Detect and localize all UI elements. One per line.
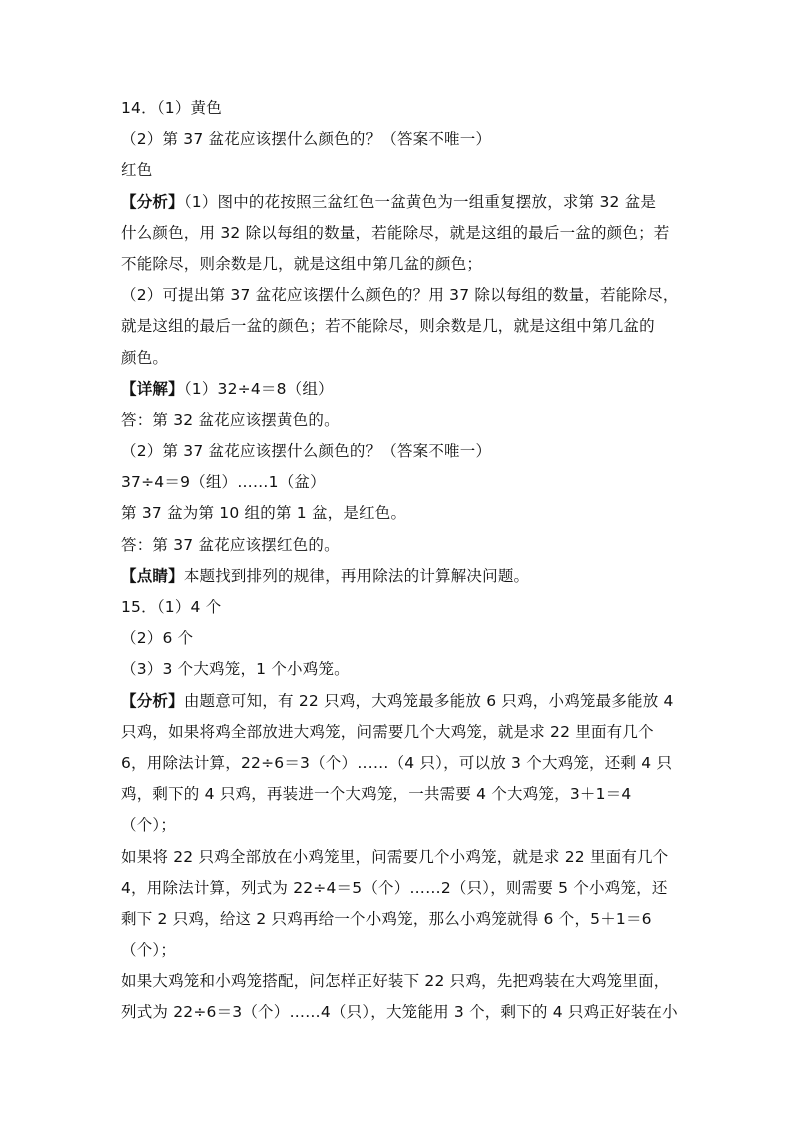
text-line bbox=[121, 842, 686, 873]
line-text: 由题意可知，有 22 只鸡，大鸡笼最多能放 6 只鸡，小鸡笼最多能放 4 bbox=[183, 691, 674, 710]
line-text: （个）； bbox=[121, 941, 177, 960]
line-text: 15．（1）4 个 bbox=[121, 598, 222, 616]
line-text: （2）6 个 bbox=[121, 629, 194, 648]
line-text: （3）3 个大鸡笼，1 个小鸡笼。 bbox=[121, 660, 350, 679]
line-text: （2）第 37 盆花应该摆什么颜色的？（答案不唯一） bbox=[121, 130, 492, 149]
line-text: 不能除尽，则余数是几，就是这组中第几盆的颜色； bbox=[121, 254, 483, 273]
line-text: 4，用除法计算，列式为 22÷4＝5（个）……2（只），则需要 5 个小鸡笼，还 bbox=[121, 878, 668, 897]
line-text: 剩下 2 只鸡，给这 2 只鸡再给一个小鸡笼，那么小鸡笼就得 6 个，5＋1＝6 bbox=[121, 909, 652, 928]
text-line bbox=[121, 717, 686, 748]
text-line bbox=[121, 530, 686, 561]
line-text: 鸡，剩下的 4 只鸡，再装进一个大鸡笼，一共需要 4 个大鸡笼，3＋1＝4 bbox=[121, 785, 632, 804]
text-line bbox=[121, 249, 686, 280]
text-line bbox=[121, 280, 686, 311]
text-line bbox=[121, 405, 686, 436]
text-line bbox=[121, 623, 686, 654]
text-line bbox=[121, 498, 686, 529]
line-text: （2）第 37 盆花应该摆什么颜色的？（答案不唯一） bbox=[121, 442, 492, 461]
line-text: （1）图中的花按照三盆红色一盆黄色为一组重复摆放，求第 32 盆是 bbox=[183, 192, 657, 211]
text-line bbox=[121, 467, 686, 498]
text-line bbox=[121, 873, 686, 904]
text-line bbox=[121, 311, 686, 342]
text-line bbox=[121, 904, 686, 935]
line-text: 只鸡，如果将鸡全部放进大鸡笼，问需要几个大鸡笼，就是求 22 里面有几个 bbox=[121, 722, 654, 741]
line-text: 列式为 22÷6＝3（个）……4（只），大笼能用 3 个，剩下的 4 只鸡正好装在小 bbox=[121, 1003, 678, 1022]
section-tag: 【分析】 bbox=[121, 192, 184, 211]
line-text: （1）32÷4＝8（组） bbox=[183, 379, 334, 398]
line-text: 红色 bbox=[121, 161, 153, 180]
text-line bbox=[121, 810, 686, 841]
text-line bbox=[121, 436, 686, 467]
text-line bbox=[121, 654, 686, 685]
text-line bbox=[121, 935, 686, 966]
line-text: （2）可提出第 37 盆花应该摆什么颜色的？用 37 除以每组的数量，若能除尽， bbox=[121, 286, 679, 305]
section-tag: 【详解】 bbox=[121, 379, 184, 398]
line-text: 答：第 37 盆花应该摆红色的。 bbox=[121, 535, 340, 554]
text-line bbox=[121, 124, 686, 155]
text-line bbox=[121, 93, 686, 124]
line-text: （个）； bbox=[121, 816, 177, 835]
text-line bbox=[121, 748, 686, 779]
line-text: 37÷4＝9（组）……1（盆） bbox=[121, 473, 326, 492]
text-line bbox=[121, 374, 686, 405]
line-text: 如果将 22 只鸡全部放在小鸡笼里，问需要几个小鸡笼，就是求 22 里面有几个 bbox=[121, 847, 669, 866]
line-text: 第 37 盆为第 10 组的第 1 盆，是红色。 bbox=[121, 504, 407, 523]
line-text: 本题找到排列的规律，再用除法的计算解决问题。 bbox=[183, 566, 530, 585]
document-body bbox=[121, 93, 686, 1029]
text-line bbox=[121, 218, 686, 249]
section-tag: 【点睛】 bbox=[121, 566, 184, 585]
line-text: 答：第 32 盆花应该摆黄色的。 bbox=[121, 410, 340, 429]
text-line bbox=[121, 966, 686, 997]
text-line bbox=[121, 343, 686, 374]
section-tag: 【分析】 bbox=[121, 691, 184, 710]
line-text: 6，用除法计算，22÷6＝3（个）……（4 只），可以放 3 个大鸡笼，还剩 4 只 bbox=[121, 753, 673, 772]
line-text: 什么颜色，用 32 除以每组的数量，若能除尽，就是这组的最后一盆的颜色；若 bbox=[121, 223, 670, 242]
line-text: 颜色。 bbox=[121, 348, 169, 367]
text-line bbox=[121, 187, 686, 218]
text-line bbox=[121, 686, 686, 717]
text-line bbox=[121, 997, 686, 1028]
text-line bbox=[121, 592, 686, 623]
line-text: 就是这组的最后一盆的颜色；若不能除尽，则余数是几，就是这组中第几盆的 bbox=[121, 317, 655, 336]
text-line bbox=[121, 155, 686, 186]
line-text: 14．（1）黄色 bbox=[121, 99, 222, 117]
text-line bbox=[121, 561, 686, 592]
text-line bbox=[121, 779, 686, 810]
line-text: 如果大鸡笼和小鸡笼搭配，问怎样正好装下 22 只鸡，先把鸡装在大鸡笼里面， bbox=[121, 972, 670, 991]
